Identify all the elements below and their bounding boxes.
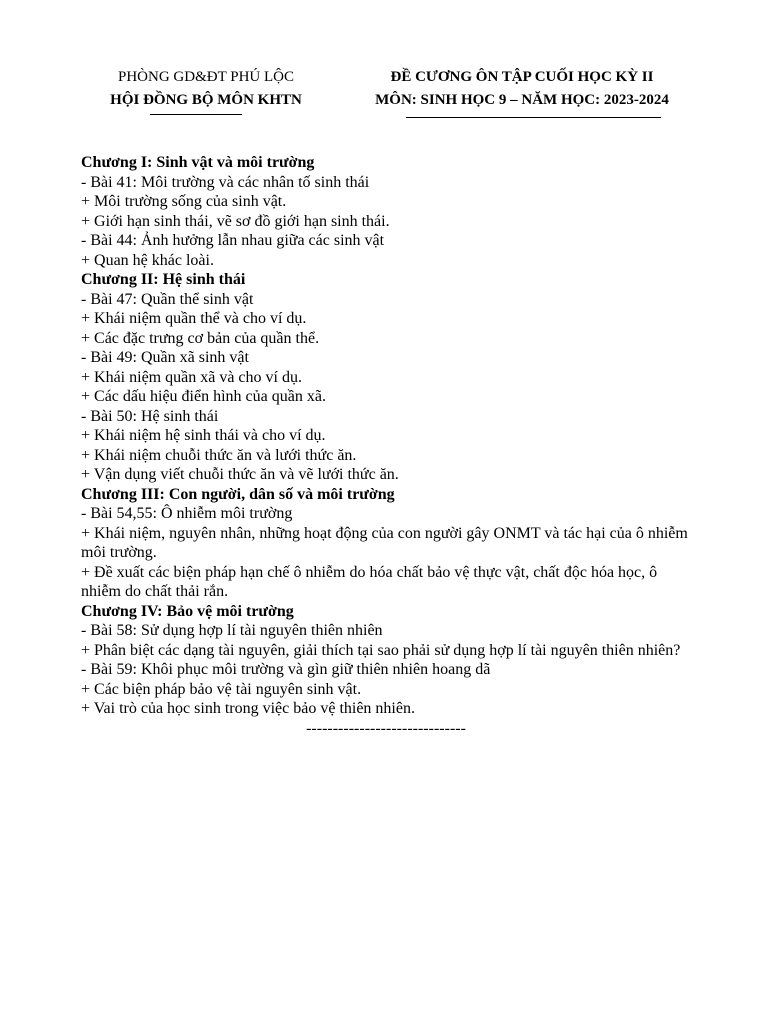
chapter-heading: Chương II: Hệ sinh thái [81, 271, 246, 288]
outline-line: + Quan hệ khác loài. [81, 251, 214, 269]
outline-line: - Bài 58: Sử dụng hợp lí tài nguyên thiên nhiên [81, 622, 383, 639]
outline-line: - Bài 50: Hệ sinh thái [81, 407, 219, 425]
outline-line: - Bài 41: Môi trường và các nhân tố sinh thái [81, 173, 370, 191]
chapter-heading: Chương IV: Bảo vệ môi trường [81, 602, 294, 620]
outline-line: + Khái niệm hệ sinh thái và cho ví dụ. [81, 427, 326, 444]
outline-line: + Các đặc trưng cơ bản của quần thể. [81, 329, 320, 347]
outline-line: - Bài 47: Quần thể sinh vật [81, 290, 254, 308]
outline-line: + Vai trò của học sinh trong việc bảo vệ thiên nhiên. [81, 700, 415, 717]
chapter-heading: Chương III: Con người, dân số và môi trường [81, 485, 395, 503]
council-name: HỘI ĐỒNG BỘ MÔN KHTN [110, 92, 302, 108]
chapter-heading: Chương I: Sinh vật và môi trường [81, 154, 315, 171]
subject-year: MÔN: SINH HỌC 9 – NĂM HỌC: 2023-2024 [375, 92, 669, 108]
outline-line: + Môi trường sống của sinh vật. [81, 193, 287, 210]
outline-line: + Các dấu hiệu điển hình của quần xã. [81, 388, 326, 405]
outline-line: + Khái niệm chuỗi thức ăn và lưới thức ăn. [81, 446, 357, 464]
left-underline [150, 114, 242, 115]
outline-content [81, 153, 691, 738]
outline-line: - Bài 44: Ảnh hưởng lẫn nhau giữa các sinh vật [81, 232, 385, 249]
outline-line: - Bài 59: Khôi phục môi trường và gìn giữ thiên nhiên hoang dã [81, 661, 491, 678]
outline-line: - Bài 49: Quần xã sinh vật [81, 349, 249, 366]
outline-line: - Bài 54,55: Ô nhiễm môi trường [81, 505, 293, 522]
outline-line: + Khái niệm quần thể và cho ví dụ. [81, 310, 307, 327]
right-underline [406, 117, 661, 118]
outline-line: + Các biện pháp bảo vệ tài nguyên sinh vật. [81, 680, 362, 698]
outline-line: + Khái niệm, nguyên nhân, những hoạt động của con người gây ONMT và tác hại của ô nhiễm môi trường. [81, 524, 688, 561]
outline-line: + Khái niệm quần xã và cho ví dụ. [81, 368, 302, 386]
department-name: PHÒNG GD&ĐT PHÚ LỘC [118, 69, 294, 85]
document-title: ĐỀ CƯƠNG ÔN TẬP CUỐI HỌC KỲ II [390, 69, 654, 85]
school-block [86, 66, 326, 112]
outline-line: + Giới hạn sinh thái, vẽ sơ đồ giới hạn sinh thái. [81, 212, 390, 230]
outline-line: + Phân biệt các dạng tài nguyên, giải thích tại sao phải sử dụng hợp lí tài nguyên thiên nhiên? [81, 641, 681, 659]
end-separator: ------------------------------ [306, 719, 466, 737]
outline-line: + Đề xuất các biện pháp hạn chế ô nhiễm do hóa chất bảo vệ thực vật, chất độc hóa học, ô nhiễm do chất thải rắn. [81, 563, 658, 600]
title-block [352, 66, 692, 112]
outline-line: + Vận dụng viết chuỗi thức ăn và vẽ lưới thức ăn. [81, 466, 399, 483]
